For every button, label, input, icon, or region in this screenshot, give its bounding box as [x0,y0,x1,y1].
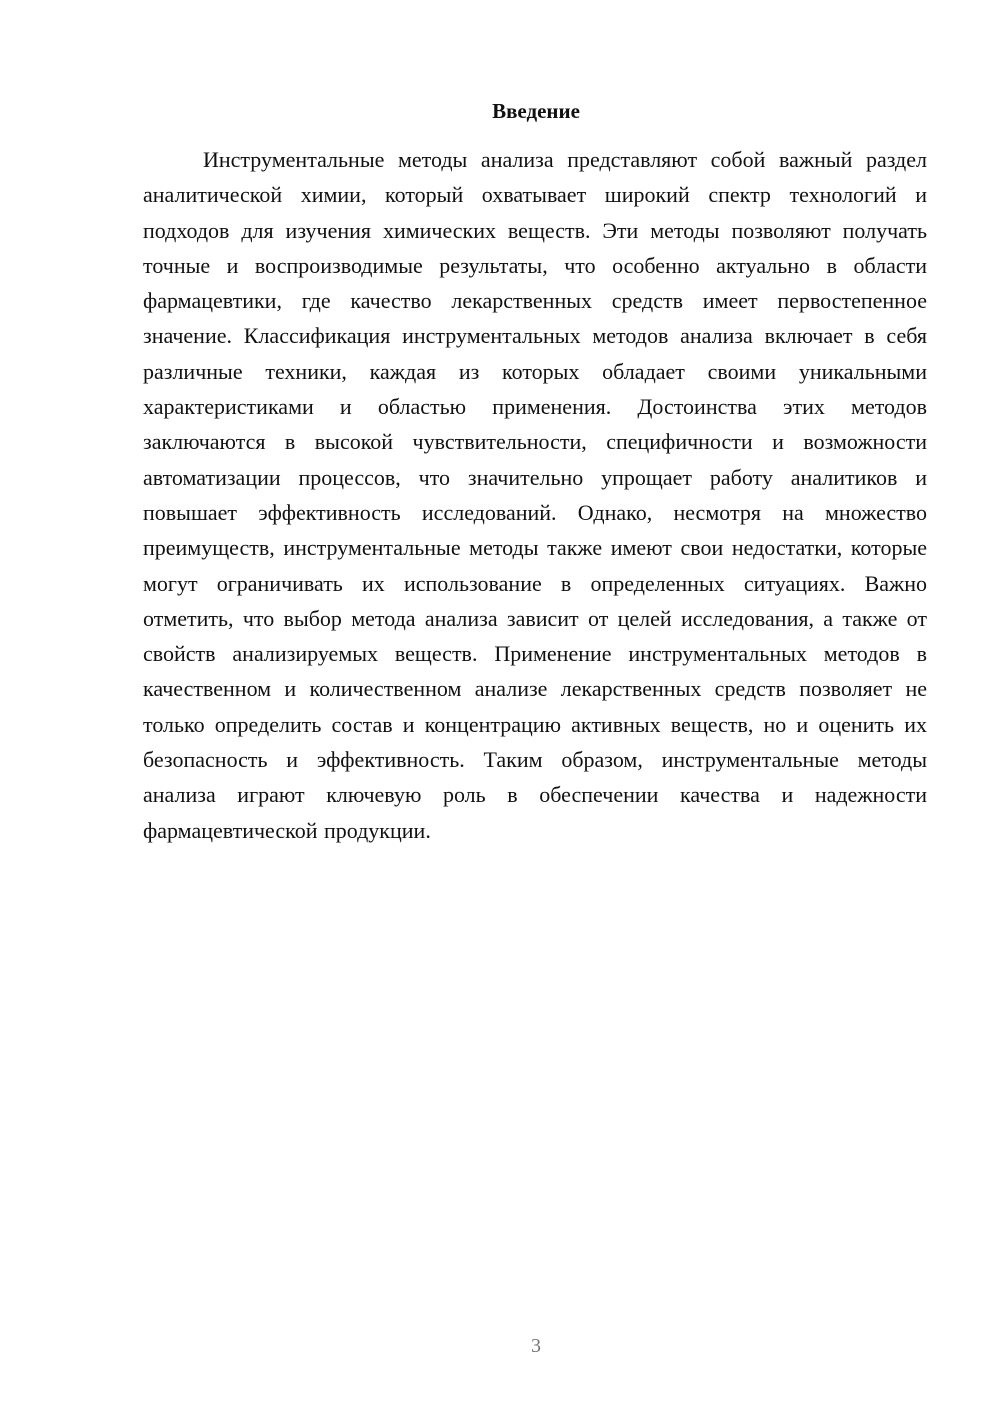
page-number: 3 [531,1335,541,1357]
section-heading: Введение [492,99,580,123]
body-paragraph: Инструментальные методы анализа представляют собой важный раздел аналитической химии, который охватывает широкий спектр технологий и подходов для изучения химических веществ. Эти методы позволяют получать точные и воспроизводимые результаты, что особенно актуально в области фармацевтики, где качество лекарственных средств имеет первостепенное значение. Классификация инструментальных методов анализа включает в себя различные техники, каждая из которых обладает своими уникальными характеристиками и областью применения. Достоинства этих методов заключаются в высокой чувствительности, специфичности и возможности автоматизации процессов, что значительно упрощает работу аналитиков и повышает эффективность исследований. Однако, несмотря на множество преимуществ, инструментальные методы также имеют свои недостатки, которые могут ограничивать их использование в определенных ситуациях. Важно отметить, что выбор метода анализа зависит от целей исследования, а также от свойств анализируемых веществ. Применение инструментальных методов в качественном и количественном анализе лекарственных средств позволяет не только определить состав и концентрацию активных веществ, но и оценить их безопасность и эффективность. Таким образом, инструментальные методы анализа играют ключевую роль в обеспечении качества и надежности фармацевтической продукции. [143,147,927,843]
